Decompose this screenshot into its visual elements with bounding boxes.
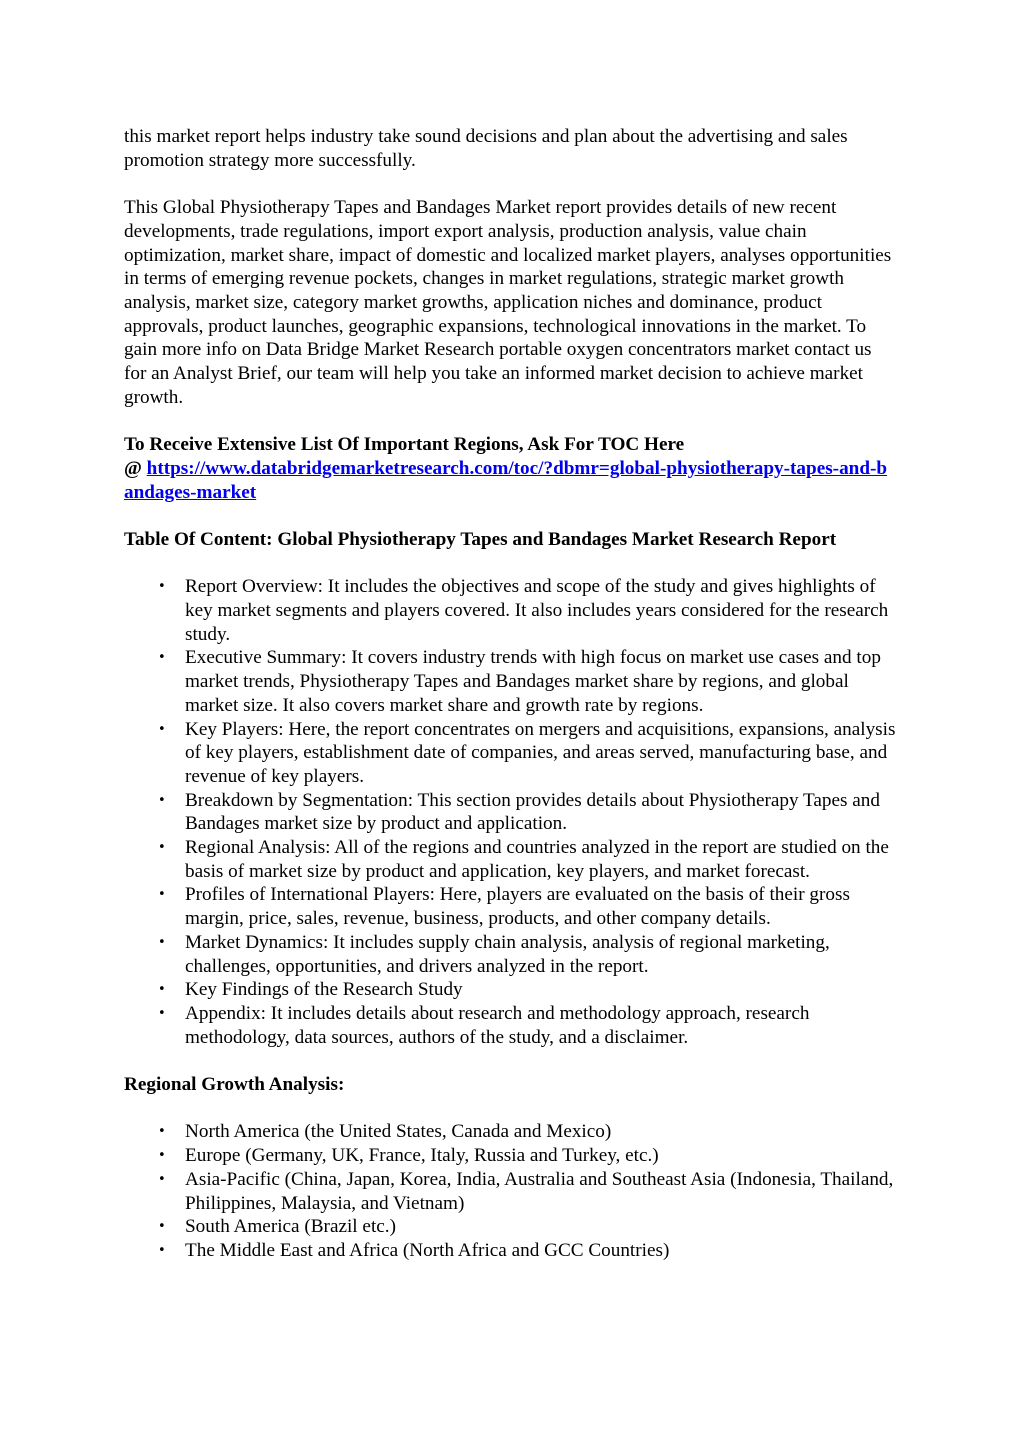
list-item [124, 1002, 896, 1049]
bullet-icon: • [158, 1171, 166, 1187]
list-item-text: Asia-Pacific (China, Japan, Korea, India, Australia and Southeast Asia (Indonesia, Thailand, Philippines, Malaysia, and Vietnam) [185, 1168, 894, 1214]
list-item-text: Report Overview: It includes the objectives and scope of the study and gives highlights of key market segments and players covered. It also includes years considered for the research study. [185, 576, 889, 645]
regional-growth-title: Regional Growth Analysis: [124, 1074, 345, 1096]
list-item [124, 836, 896, 883]
list-item [124, 718, 896, 789]
bullet-icon: • [158, 579, 166, 595]
list-item-text: Regional Analysis: All of the regions and countries analyzed in the report are studied on the basis of market size by product and application, key players, and market forecast. [185, 837, 889, 882]
toc-link-line [124, 457, 896, 504]
list-item [124, 1215, 896, 1239]
bullet-icon: • [158, 1124, 166, 1140]
list-item-text: Breakdown by Segmentation: This section provides details about Physiotherapy Tapes and Bandages market size by product and application. [185, 789, 880, 835]
list-item [124, 1168, 896, 1215]
list-item [124, 931, 896, 978]
bullet-icon: • [158, 934, 166, 950]
list-item [124, 646, 896, 717]
list-item [124, 789, 896, 836]
list-item [124, 575, 896, 646]
list-item-text: The Middle East and Africa (North Africa and GCC Countries) [185, 1239, 670, 1261]
bullet-icon: • [158, 650, 166, 666]
list-item-text: Europe (Germany, UK, France, Italy, Russia and Turkey, etc.) [185, 1145, 659, 1167]
list-item-text: Key Players: Here, the report concentrates on mergers and acquisitions, expansions, analysis of key players, establishment date of companies, and areas served, manufacturing base, and revenue of key players. [185, 718, 896, 787]
list-item [124, 978, 896, 1002]
list-item-text: Executive Summary: It covers industry trends with high focus on market use cases and top market trends, Physiotherapy Tapes and Bandages market share by regions, and global market size. It also covers market share and growth rate by regions. [185, 647, 881, 716]
list-item-text: Profiles of International Players: Here, players are evaluated on the basis of their gross margin, price, sales, revenue, business, products, and other company details. [185, 884, 850, 930]
bullet-icon: • [158, 1148, 166, 1164]
list-item [124, 1120, 896, 1144]
details-paragraph: This Global Physiotherapy Tapes and Bandages Market report provides details of new recent developments, trade regulations, import export analysis, production analysis, value chain optimization, market share, impact of domestic and localized market players, analyses opportunities in terms of emerging revenue pockets, changes in market regulations, strategic market growth analysis, market size, category market growths, application niches and dominance, product approvals, product launches, geographic expansions, technological innovations in the market. To gain more info on Data Bridge Market Research portable oxygen concentrators market contact us for an Analyst Brief, our team will help you take an informed market decision to achieve market growth. [124, 197, 892, 408]
toc-title: Table Of Content: Global Physiotherapy Tapes and Bandages Market Research Report [124, 528, 837, 550]
bullet-icon: • [158, 1005, 166, 1021]
bullet-icon: • [158, 982, 166, 998]
list-item [124, 1144, 896, 1168]
bullet-icon: • [158, 887, 166, 903]
intro-paragraph: this market report helps industry take sound decisions and plan about the advertising and sales promotion strategy more successfully. [124, 126, 848, 171]
at-symbol: @ [124, 457, 142, 479]
list-item-text: Market Dynamics: It includes supply chain analysis, analysis of regional marketing, challenges, opportunities, and drivers analyzed in the report. [185, 931, 830, 977]
bullet-icon: • [158, 792, 166, 808]
list-item [124, 883, 896, 930]
list-item-text: Key Findings of the Research Study [185, 979, 463, 1001]
bullet-icon: • [158, 1219, 166, 1235]
bullet-icon: • [158, 1242, 166, 1258]
toc-link[interactable]: https://www.databridgemarketresearch.com/toc/?dbmr=global-physiotherapy-tapes-and-bandages-market [124, 457, 888, 503]
toc-list [124, 575, 896, 1049]
list-item-text: South America (Brazil etc.) [185, 1216, 396, 1238]
document-body [124, 125, 896, 1263]
toc-request-heading: To Receive Extensive List Of Important Regions, Ask For TOC Here [124, 434, 685, 456]
list-item-text: North America (the United States, Canada and Mexico) [185, 1121, 612, 1143]
bullet-icon: • [158, 721, 166, 737]
region-list [124, 1120, 896, 1262]
list-item [124, 1239, 896, 1263]
bullet-icon: • [158, 840, 166, 856]
list-item-text: Appendix: It includes details about research and methodology approach, research methodology, data sources, authors of the study, and a disclaimer. [185, 1002, 810, 1048]
